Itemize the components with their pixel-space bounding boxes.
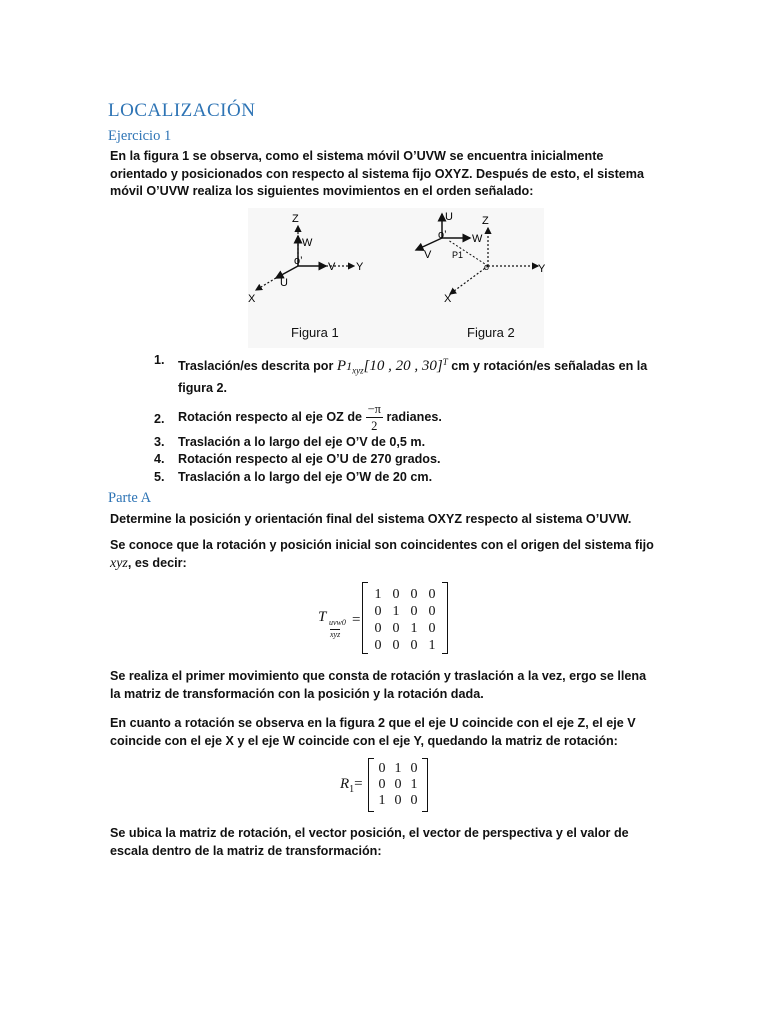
matrix-cell: 1 bbox=[378, 793, 386, 808]
matrix-cell: 0 bbox=[410, 638, 418, 653]
matrix-cell: 0 bbox=[410, 793, 418, 808]
movements-list bbox=[150, 352, 650, 486]
list-item: 1. Traslación/es descrita por $P1_{xyz}[10$ , 20 , 30]$^T$ cm y rotación/es señaladas en la figura 2. bbox=[154, 353, 648, 396]
matrix-cell: 1 bbox=[374, 587, 382, 602]
figure-1-caption: Figura 1 bbox=[291, 325, 339, 340]
matrix-cell: 0 bbox=[392, 621, 400, 636]
matrix-cell: 0 bbox=[374, 621, 382, 636]
fig1-label-y: Y bbox=[356, 261, 364, 273]
matrix-cell: 1 bbox=[428, 638, 436, 653]
known-paragraph: Se conoce que la rotación y posición inicial son coincidentes con el origen del sistema fijo xyz, es decir: bbox=[110, 538, 654, 571]
matrix-cell: 0 bbox=[378, 761, 386, 776]
fig1-label-z: Z bbox=[292, 213, 299, 225]
fig2-label-v: V bbox=[424, 249, 432, 261]
fig2-label-p1: P1 bbox=[452, 250, 464, 260]
figure-2-axes bbox=[416, 211, 546, 305]
matrix-cell: 1 bbox=[410, 621, 418, 636]
fig2-label-x: X bbox=[444, 293, 452, 305]
matrix-cell: 1 bbox=[394, 761, 402, 776]
final-paragraph: Se ubica la matriz de rotación, el vector posición, el vector de perspectiva y el valor de escala dentro de la matriz de transformación: bbox=[110, 826, 629, 858]
matrix-cell: 0 bbox=[392, 587, 400, 602]
t-matrix-label: T uvw0 xyz bbox=[318, 609, 346, 639]
matrix-cell: 0 bbox=[428, 621, 436, 636]
matrix-cell: 0 bbox=[428, 604, 436, 619]
figure-2-caption: Figura 2 bbox=[467, 325, 515, 340]
fig2-label-z: Z bbox=[482, 215, 489, 227]
svg-text:o: o bbox=[484, 262, 490, 272]
rotation-paragraph: En cuanto a rotación se observa en la figura 2 que el eje U coincide con el eje Z, el eje V coincide con el eje X y el eje W coincide con el eje Y, quedando la matriz de rotación: bbox=[110, 716, 636, 748]
exercise-heading: Ejercicio 1 bbox=[108, 128, 172, 144]
intro-paragraph: En la figura 1 se observa, como el sistema móvil O’UVW se encuentra inicialmente orientado y posicionados con respecto al sistema fijo OXYZ. Después de esto, el sistema móvil O’UVW realiza los siguientes movimientos en el orden señalado: bbox=[110, 149, 644, 198]
matrix-cell: 0 bbox=[394, 793, 402, 808]
fig2-label-o: o’ bbox=[438, 229, 447, 241]
matrix-cell: 0 bbox=[410, 587, 418, 602]
fig1-label-x: X bbox=[248, 293, 256, 305]
part-a-heading: Parte A bbox=[108, 490, 152, 506]
list-item: 5. Traslación a lo largo del eje O’W de 20 cm. bbox=[154, 469, 433, 484]
fig1-label-u: U bbox=[280, 277, 288, 289]
r-matrix-label: $R_1=$ bbox=[340, 776, 363, 795]
matrix-cell: 0 bbox=[428, 587, 436, 602]
matrix-cell: 1 bbox=[410, 777, 418, 792]
page-title: LOCALIZACIÓN bbox=[108, 100, 256, 121]
matrix-cell: 0 bbox=[410, 761, 418, 776]
matrix-cell: 0 bbox=[394, 777, 402, 792]
fig2-label-u: U bbox=[445, 211, 453, 223]
fig1-label-v: V bbox=[328, 261, 336, 273]
matrix-cell: 1 bbox=[392, 604, 400, 619]
matrix-cell: 0 bbox=[374, 604, 382, 619]
part-a-task: Determine la posición y orientación final del sistema OXYZ respecto al sistema O’UVW. bbox=[110, 512, 632, 526]
figure-1-axes bbox=[248, 213, 364, 305]
matrix-cell: 0 bbox=[378, 777, 386, 792]
matrix-cell: 0 bbox=[374, 638, 382, 653]
t-matrix bbox=[362, 582, 448, 654]
r-matrix bbox=[368, 758, 428, 812]
list-item: 4. Rotación respecto al eje O’U de 270 grados. bbox=[154, 452, 441, 467]
matrix-cell: 0 bbox=[392, 638, 400, 653]
first-move-paragraph: Se realiza el primer movimiento que consta de rotación y traslación a la vez, ergo se llena la matriz de transformación con la posición y la rotación dada. bbox=[110, 669, 647, 701]
matrix-cell: 0 bbox=[410, 604, 418, 619]
fig1-label-w: W bbox=[302, 237, 313, 249]
fig2-label-y: Y bbox=[538, 263, 546, 275]
fig1-label-o: o’ bbox=[294, 255, 303, 267]
fig2-label-w: W bbox=[472, 233, 483, 245]
list-item: 2. Rotación respecto al eje OZ de $\frac{-\pi}{2}$ radianes. bbox=[154, 401, 442, 433]
list-item: 3. Traslación a lo largo del eje O’V de 0,5 m. bbox=[154, 434, 426, 449]
